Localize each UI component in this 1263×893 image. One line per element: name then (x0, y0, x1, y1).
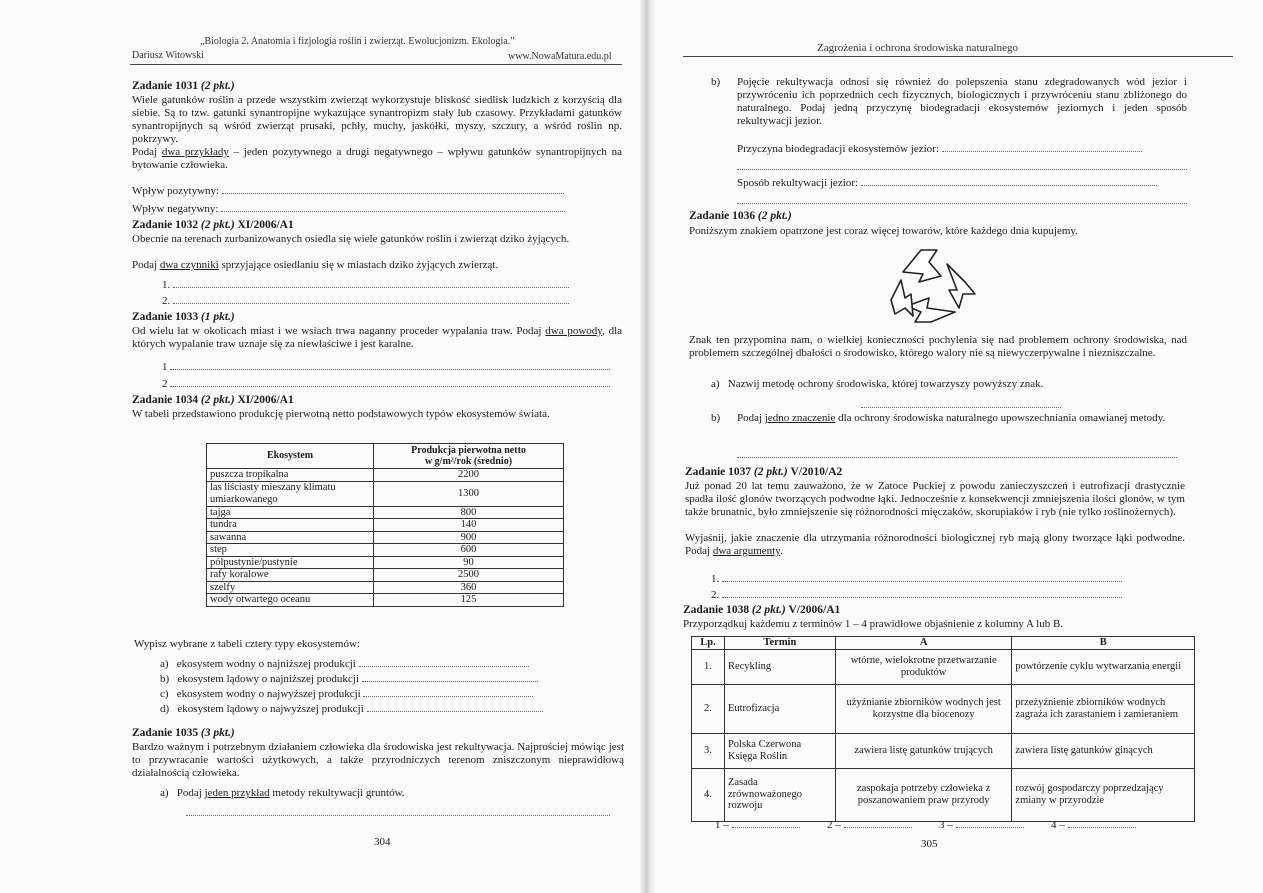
matching-cell-lp: 4. (692, 768, 725, 821)
z1035b-cause-line[interactable]: Przyczyna biodegradacji ekosystemów jezior: (737, 142, 1142, 156)
matching-cell-a[interactable]: użyźnianie zbiorników wodnych jest korzystne dla biocenozy (835, 684, 1012, 733)
z1036-item-b-letter: b) (711, 412, 721, 424)
z1038-instruction: Przyporządkuj każdemu z terminów 1 – 4 prawidłowe objaśnienie z kolumny A lub B. (683, 618, 1064, 630)
ecosystem-name: rafy koralowe (207, 569, 374, 582)
ecosystem-name: tajga (207, 506, 374, 519)
matching-row (692, 684, 1195, 733)
z1032-answer-2[interactable]: 2. (162, 294, 569, 308)
matching-cell-a[interactable]: zawiera listę gatunków trujących (835, 733, 1012, 768)
z1038-heading: Zadanie 1038 (2 pkt.) V/2006/A1 (683, 604, 841, 616)
z1037-instruction: Wyjaśnij, jakie znaczenie dla utrzymania różnorodności biologicznej ryb mają glony tworzące łąki podwodne. Podaj dwa argumenty. (685, 532, 1185, 557)
matching-cell-b[interactable]: przeżyźnienie zbiorników wodnych zagraża ich zarastaniem i zamieraniem (1012, 684, 1195, 733)
left-header-title: „Biologia 2. Anatomia i fizjologia roślin i zwierząt. Ewolucjonizm. Ekologia.” (200, 36, 515, 47)
ecosystem-production: 125 (374, 594, 564, 607)
z1035-item-a: a) Podaj jeden przykład metody rekultywacji gruntów. (160, 787, 405, 799)
ecosystem-production: 900 (374, 531, 564, 544)
matching-table (691, 636, 1195, 822)
matching-row (692, 768, 1195, 821)
z1037-text: Już ponad 20 lat temu zauważono, że w Zatoce Puckiej z powodu zanieczyszczeń i eutrofizacji drastycznie spadła ilość glonów tworzących podwodne łąki. Jednocześnie z konsekwencji zmniejszenia ilości glonów, w tym także brunatnic, było zmniejszenie się różnorodności mięczaków, skorupiaków i ryb (nie tylko roślinożernych). (685, 480, 1185, 518)
ecosystem-col-header: Ekosystem (207, 444, 374, 469)
ecosystem-row (207, 519, 564, 532)
z1034-item[interactable]: d) ekosystem lądowy o najwyższej produkcji (160, 702, 543, 716)
z1035-heading: Zadanie 1035 (3 pkt.) (132, 727, 235, 739)
matching-cell-lp: 1. (692, 649, 725, 684)
ecosystem-name: tundra (207, 519, 374, 532)
ecosystem-name: szelfy (207, 581, 374, 594)
matching-cell-a[interactable]: wtórne, wielokrotne przetwarzanie produktów (835, 649, 1012, 684)
ecosystem-production: 800 (374, 506, 564, 519)
ecosystem-row (207, 581, 564, 594)
z1031-heading: Zadanie 1031 (2 pkt.) (132, 80, 235, 92)
matching-cell-term: Recykling (724, 649, 835, 684)
z1034-instruction: Wypisz wybrane z tabeli cztery typy ekosystemów: (134, 638, 360, 650)
ecosystem-production: 1300 (374, 481, 564, 506)
ecosystem-table (206, 443, 564, 607)
z1035b-method-line-2[interactable] (737, 194, 1187, 208)
z1031-text: Wiele gatunków roślin a przede wszystkim zwierząt wykorzystuje bliskość siedlisk ludzkich z korzyścią dla siebie. Są to tzw. gatunki synantropijne wykazujące synantropizm stały lub czasowy. Przykładami gatunków synantropijnych są wśród zwierząt prusaki, pchły, muchy, jaskółki, myszy, szczury, a wśród roślin np. pokrzywy. (132, 94, 622, 145)
matching-col-header: Termin (724, 637, 835, 650)
matching-cell-lp: 2. (692, 684, 725, 733)
z1036-text: Poniższym znakiem opatrzone jest coraz więcej towarów, które każdego dnia kupujemy. (689, 225, 1078, 237)
z1035-text: Bardzo ważnym i potrzebnym działaniem człowieka dla środowiska jest rekultywacja. Najprościej mówiąc jest to przywracanie wartości użytkowych, a także przyrodniczych terenom zniszczonym nieprawidłową działalnością człowieka. (132, 741, 624, 779)
matching-cell-b[interactable]: rozwój gospodarczy poprzedzający zmiany w przyrodzie (1012, 768, 1195, 821)
ecosystem-row (207, 594, 564, 607)
z1032-instruction: Podaj dwa czynniki sprzyjające osiedlaniu się w miastach dziko żyjących zwierząt. (132, 259, 499, 271)
ecosystem-production: 2200 (374, 469, 564, 482)
z1034-item[interactable]: c) ekosystem wodny o najwyższej produkcji (160, 687, 533, 701)
z1034-text: W tabeli przedstawiono produkcję pierwotną netto podstawowych typów ekosystemów świata. (132, 408, 550, 420)
matching-cell-a[interactable]: zaspokaja potrzeby człowieka z poszanowaniem praw przyrody (835, 768, 1012, 821)
left-header-rule (130, 64, 622, 65)
z1036-text2: Znak ten przypomina nam, o wielkiej konieczności pochylenia się nad problemem ochrony środowiska, nad problemem szczególnej dbałości o środowisko, którego walory nie są niewyczerpywalne i niezniszczalne. (689, 334, 1187, 359)
z1032-heading: Zadanie 1032 (2 pkt.) XI/2006/A1 (132, 219, 294, 231)
ecosystem-name: las liściasty mieszany klimatu umiarkowanego (207, 481, 374, 506)
ecosystem-row (207, 481, 564, 506)
ecosystem-row (207, 556, 564, 569)
z1037-answer-1[interactable]: 1. (711, 572, 1122, 586)
matching-col-header: Lp. (692, 637, 725, 650)
matching-cell-lp: 3. (692, 733, 725, 768)
z1031-positive-line[interactable]: Wpływ pozytywny: (132, 184, 564, 198)
z1034-heading: Zadanie 1034 (2 pkt.) XI/2006/A1 (132, 394, 294, 406)
matching-cell-term: Zasada zrównoważonego rozwoju (724, 768, 835, 821)
left-header-url[interactable]: www.NowaMatura.edu.pl (508, 51, 612, 62)
ecosystem-row (207, 469, 564, 482)
z1036-heading: Zadanie 1036 (2 pkt.) (689, 210, 792, 222)
ecosystem-production: 2500 (374, 569, 564, 582)
ecosystem-production: 140 (374, 519, 564, 532)
z1036-item-a: a) Nazwij metodę ochrony środowiska, której towarzyszy powyższy znak. (711, 378, 1044, 390)
z1033-answer-1[interactable]: 1 (162, 360, 610, 374)
matching-row (692, 649, 1195, 684)
matching-cell-b[interactable]: powtórzenie cyklu wytwarzania energii (1012, 649, 1195, 684)
z1036-answer-b[interactable] (737, 448, 1177, 462)
z1035b-method-line[interactable]: Sposób rekultywacji jezior: (737, 176, 1157, 190)
ecosystem-row (207, 544, 564, 557)
z1033-answer-2[interactable]: 2 (162, 377, 610, 391)
matching-cell-term: Eutrofizacja (724, 684, 835, 733)
z1034-item[interactable]: a) ekosystem wodny o najniższej produkcji (160, 657, 529, 671)
production-col-header: Produkcja pierwotna netto w g/m²/rok (średnio) (374, 444, 564, 469)
z1038-answer-slot[interactable]: 3 – (939, 818, 1051, 832)
z1032-answer-1[interactable]: 1. (162, 278, 569, 292)
matching-cell-b[interactable]: zawiera listę gatunków ginących (1012, 733, 1195, 768)
ecosystem-production: 600 (374, 544, 564, 557)
z1037-answer-2[interactable]: 2. (711, 588, 1122, 602)
matching-row (692, 733, 1195, 768)
matching-col-header: A (835, 637, 1012, 650)
book-gutter (640, 0, 655, 893)
z1035-answer-a[interactable] (186, 806, 610, 820)
ecosystem-name: step (207, 544, 374, 557)
ecosystem-row (207, 569, 564, 582)
ecosystem-name: wody otwartego oceanu (207, 594, 374, 607)
z1033-text: Od wielu lat w okolicach miast i we wsiach trwa naganny proceder wypalania traw. Podaj dwa powody, dla których wypalanie traw uznaje się za niewłaściwe i jest karalne. (132, 325, 623, 350)
ecosystem-name: sawanna (207, 531, 374, 544)
recycling-symbol-icon (871, 242, 991, 330)
z1036-item-b: Podaj jedno znaczenie dla ochrony środowiska naturalnego upowszechniania omawianej metody. (737, 412, 1166, 424)
ecosystem-row (207, 531, 564, 544)
z1038-answers[interactable] (715, 818, 1195, 832)
left-page-number: 304 (374, 836, 391, 848)
ecosystem-name: puszcza tropikalna (207, 469, 374, 482)
ecosystem-production: 90 (374, 556, 564, 569)
left-header-author: Dariusz Witowski (132, 50, 204, 61)
z1035b-text: Pojęcie rekultywacja odnosi się również do polepszenia stanu zdegradowanych wód jezior i przywróceniu ich poprzednich cech fizycznych, biologicznych i przywróceniu stanu zbliżonego do naturalnego. Podaj jedną przyczynę biodegradacji ekosystemów jeziornych i jeden sposób rekultywacji jezior. (737, 76, 1187, 127)
matching-col-header: B (1012, 637, 1195, 650)
z1033-heading: Zadanie 1033 (1 pkt.) (132, 311, 235, 323)
right-header-title: Zagrożenia i ochrona środowiska naturalnego (817, 42, 1018, 54)
z1036-answer-a[interactable] (861, 398, 1061, 412)
ecosystem-production: 360 (374, 581, 564, 594)
matching-cell-term: Polska Czerwona Księga Roślin (724, 733, 835, 768)
z1034-item[interactable]: b) ekosystem lądowy o najniższej produkcji (160, 672, 538, 686)
z1032-text: Obecnie na terenach zurbanizowanych osiedla się wiele gatunków roślin i zwierząt dziko żyjących. (132, 233, 570, 245)
z1037-heading: Zadanie 1037 (2 pkt.) V/2010/A2 (685, 466, 843, 478)
z1031-instruction: Podaj dwa przykłady – jeden pozytywnego a drugi negatywnego – wpływu gatunków synantropijnych na bytowanie człowieka. (132, 146, 623, 171)
z1038-answer-slot[interactable]: 4 – (1051, 818, 1163, 832)
z1035b-letter: b) (711, 76, 721, 88)
z1038-answer-slot[interactable]: 1 – (715, 818, 827, 832)
ecosystem-name: półpustynie/pustynie (207, 556, 374, 569)
right-page-number: 305 (921, 838, 938, 850)
z1035b-cause-line-2[interactable] (737, 160, 1187, 174)
ecosystem-row (207, 506, 564, 519)
z1038-answer-slot[interactable]: 2 – (827, 818, 939, 832)
z1031-negative-line[interactable]: Wpływ negatywny: (132, 202, 565, 216)
right-page (655, 0, 1263, 893)
right-header-rule (683, 56, 1233, 57)
